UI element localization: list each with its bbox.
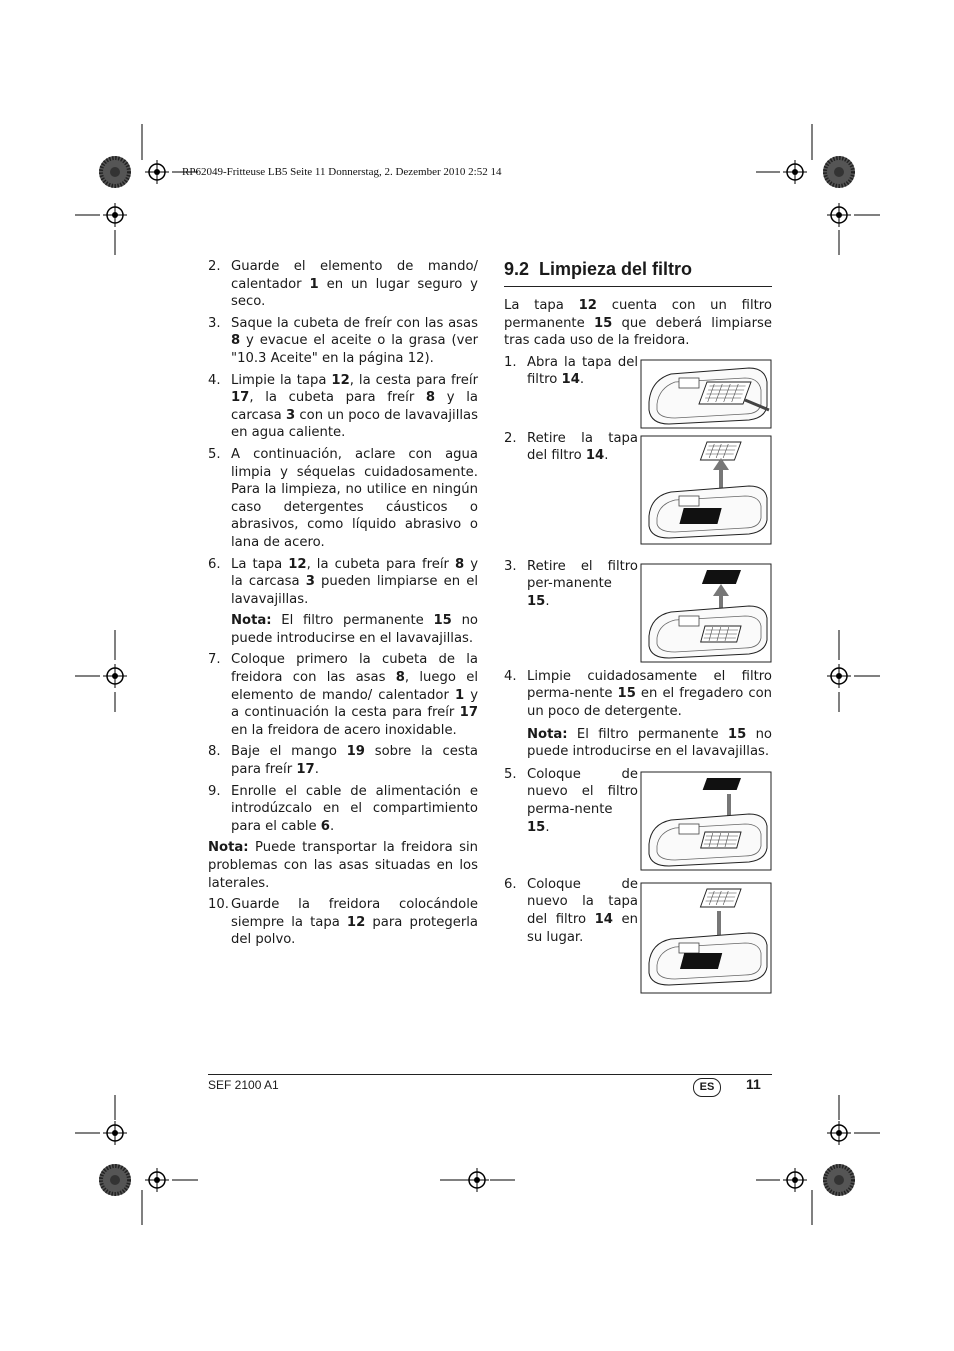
- list-item: 7. Coloque primero la cubeta de la freidora con las asas 8, luego el elemento de mando/ calentador 1 y a continuación la cesta para freír 17 en la freidora de acero inoxidable.: [208, 652, 478, 738]
- page-number: 11: [746, 1076, 761, 1092]
- registration-wheel-icon: [99, 156, 131, 188]
- print-slug: RP62049-Fritteuse LB5 Seite 11 Donnerstag, 2. Dezember 2010 2:52 14: [182, 166, 502, 178]
- list-item: 4. Limpie la tapa 12, la cesta para freír 17, la cubeta para freír 8 y la carcasa 3 con un poco de lavavajillas en agua caliente.: [208, 372, 479, 441]
- list-item-number: 9.: [208, 783, 221, 799]
- list-item: 1. Abra la tapa del filtro 14.: [504, 354, 638, 388]
- list-item: 2. Guarde el elemento de mando/ calentador 1 en un lugar seguro y seco.: [208, 259, 478, 310]
- list-item-number: 4.: [504, 668, 517, 684]
- list-item-number: 3.: [208, 315, 221, 331]
- list-item: 2. Retire la tapa del filtro 14.: [504, 430, 638, 464]
- note-paragraph: Nota: Puede transportar la freidora sin problemas con las asas situadas en los laterales.: [208, 840, 478, 891]
- list-item-number: 2.: [504, 430, 517, 446]
- list-item: 5. Coloque de nuevo el filtro perma-nente 15.: [504, 766, 638, 835]
- registration-wheel-icon: [823, 1164, 855, 1196]
- section-intro: La tapa 12 cuenta con un filtro permanente 15 que deberá limpiarse tras cada uso de la freidora.: [504, 298, 772, 349]
- list-item-number: 8.: [208, 744, 221, 760]
- list-item-number: 7.: [208, 652, 221, 668]
- registration-wheel-icon: [823, 156, 855, 188]
- list-item-number: 10.: [208, 897, 229, 913]
- list-item: 4. Limpie cuidadosamente el filtro perma-nente 15 en el fregadero con un poco de detergente.: [504, 668, 773, 719]
- list-item: 9. Enrolle el cable de alimentación e introdúzcalo en el compartimiento para el cable 6.: [208, 783, 478, 834]
- footer-model: SEF 2100 A1: [208, 1078, 279, 1092]
- list-item-number: 3.: [504, 558, 517, 574]
- list-item: 8. Baje el mango 19 sobre la cesta para freír 17.: [208, 744, 478, 778]
- list-item-number: 1.: [504, 354, 517, 370]
- list-item-number: 2.: [208, 259, 221, 274]
- list-item-number: 5.: [208, 446, 221, 462]
- language-badge: ES: [693, 1078, 721, 1097]
- note-paragraph: Nota: El filtro permanente 15 no puede introducirse en el lavavajillas.: [231, 613, 478, 646]
- list-item: 3. Retire el filtro per-manente 15.: [504, 558, 638, 609]
- section-heading: [504, 258, 772, 287]
- list-item-number: 4.: [208, 372, 221, 388]
- list-item-number: 5.: [504, 766, 517, 782]
- note-paragraph: Nota: El filtro permanente 15 no puede introducirse en el lavavajillas.: [527, 726, 772, 760]
- registration-wheel-icon: [99, 1164, 131, 1196]
- list-item: 5. A continuación, aclare con agua limpia y séquelas cuidadosamente. Para la limpieza, no utilice en ningún caso detergentes cáusticos o abrasivos, como líquido abrasivo o lana de acero.: [208, 446, 478, 550]
- section-title: Limpieza del filtro: [539, 259, 693, 279]
- list-item: 6. Coloque de nuevo la tapa del filtro 14 en su lugar.: [504, 876, 638, 945]
- right-column: [504, 258, 773, 945]
- list-item-number: 6.: [208, 556, 221, 572]
- section-number: 9.2: [504, 259, 530, 279]
- left-column: [208, 258, 478, 953]
- list-item-number: 6.: [504, 876, 517, 892]
- footer-rule: [208, 1074, 772, 1075]
- list-item: 6. La tapa 12, la cubeta para freír 8 y la carcasa 3 pueden limpiarse en el lavavajillas.: [208, 556, 478, 607]
- list-item: 10. Guarde la freidora colocándole siempre la tapa 12 para protegerla del polvo.: [208, 897, 478, 948]
- list-item: 3. Saque la cubeta de freír con las asas 8 y evacue el aceite o la grasa (ver "10.3 Aceite" en la página 12).: [208, 315, 478, 366]
